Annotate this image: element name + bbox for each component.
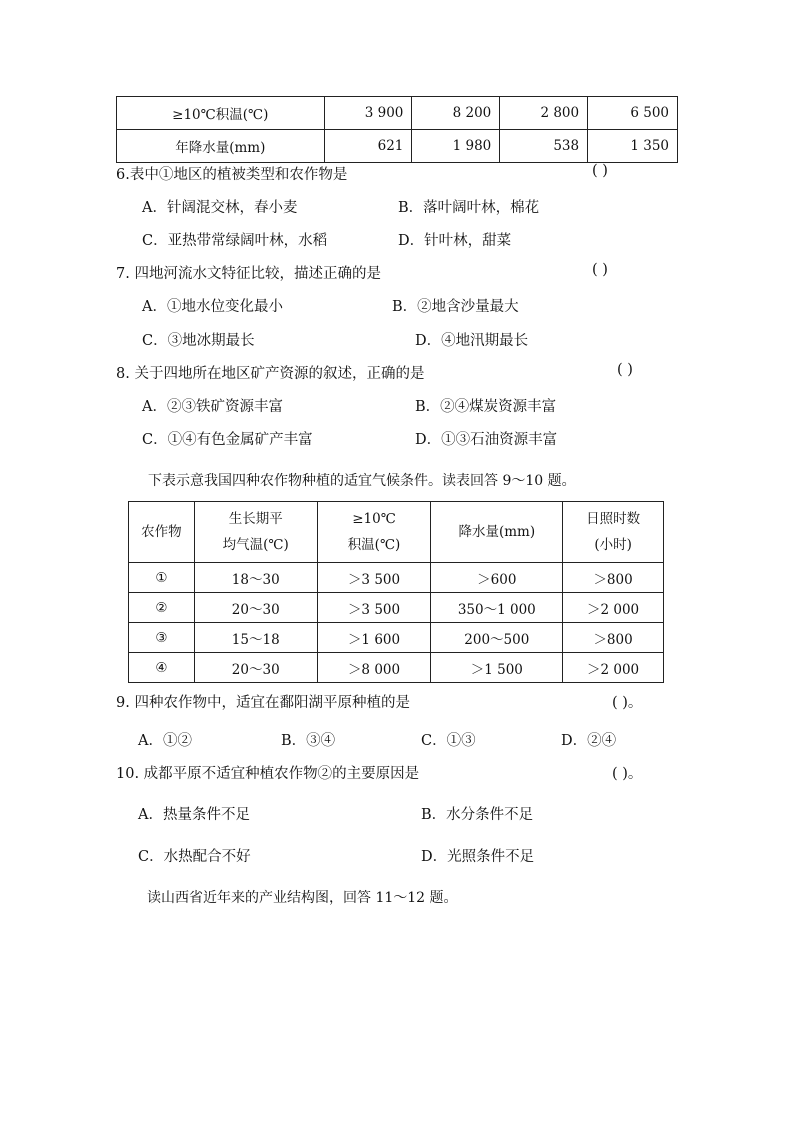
question-9-option-b: B．③④	[281, 733, 336, 749]
table-cell: ＞3 500	[317, 593, 431, 623]
question-8-option-c: C．①④有色金属矿产丰富	[142, 432, 313, 448]
column-header: 降水量(mm)	[431, 502, 563, 563]
table-cell: 350～1 000	[431, 593, 563, 623]
table-cell: 6 500	[588, 97, 678, 130]
question-8-stem: 8. 关于四地所在地区矿产资源的叙述，正确的是	[116, 366, 425, 382]
question-6-option-c: C．亚热带常绿阔叶林，水稻	[142, 233, 328, 249]
question-10-option-d: D．光照条件不足	[421, 849, 535, 865]
table-cell: ③	[129, 623, 195, 653]
table-cell: ④	[129, 653, 195, 683]
question-7-answer-paren: ( )	[592, 262, 608, 278]
table-cell: ＞800	[563, 623, 664, 653]
question-8-option-d: D．①③石油资源丰富	[415, 432, 558, 448]
question-6-answer-paren: ( )	[592, 163, 608, 179]
column-header: 日照时数 (小时)	[563, 502, 664, 563]
table-row	[117, 97, 678, 130]
table-row	[129, 563, 664, 593]
question-7-option-a: A．①地水位变化最小	[142, 299, 283, 315]
climate-table	[116, 96, 678, 163]
table-cell: 200～500	[431, 623, 563, 653]
table-cell: ②	[129, 593, 195, 623]
table-cell: ＞8 000	[317, 653, 431, 683]
table-cell: ＞600	[431, 563, 563, 593]
question-6-option-d: D．针叶林，甜菜	[398, 233, 512, 249]
question-9-answer-paren: ( )。	[612, 695, 643, 711]
table-cell: ＞1 600	[317, 623, 431, 653]
question-7-option-b: B．②地含沙量最大	[392, 299, 519, 315]
table-intro: 下表示意我国四种农作物种植的适宜气候条件。读表回答 9～10 题。	[148, 473, 576, 489]
question-7-stem: 7. 四地河流水文特征比较，描述正确的是	[116, 266, 381, 282]
table-cell: 1 980	[412, 130, 500, 163]
table-cell: 18～30	[194, 563, 317, 593]
column-header: 生长期平 均气温(℃)	[194, 502, 317, 563]
question-10-answer-paren: ( )。	[612, 766, 643, 782]
column-header: ≥10℃ 积温(℃)	[317, 502, 431, 563]
table-cell: 2 800	[500, 97, 588, 130]
table-cell: 20～30	[194, 593, 317, 623]
question-7-option-d: D．④地汛期最长	[415, 333, 529, 349]
table-header-row	[129, 502, 664, 563]
table-cell: ＞2 000	[563, 653, 664, 683]
question-6-option-b: B．落叶阔叶林，棉花	[398, 200, 540, 216]
question-10-option-c: C．水热配合不好	[138, 849, 251, 865]
table-cell: 15～18	[194, 623, 317, 653]
row-label: ≥10℃积温(℃)	[117, 97, 325, 130]
question-7-option-c: C．③地冰期最长	[142, 333, 255, 349]
table-cell: 538	[500, 130, 588, 163]
question-6-option-a: A．针阔混交林，春小麦	[142, 200, 298, 216]
table-cell: ＞3 500	[317, 563, 431, 593]
row-label: 年降水量(mm)	[117, 130, 325, 163]
table-cell: 8 200	[412, 97, 500, 130]
question-10-option-b: B．水分条件不足	[421, 807, 534, 823]
table-cell: ＞1 500	[431, 653, 563, 683]
question-9-option-c: C．①③	[421, 733, 476, 749]
table-cell: 20～30	[194, 653, 317, 683]
question-9-stem: 9. 四种农作物中，适宜在鄱阳湖平原种植的是	[116, 695, 410, 711]
table-row	[117, 130, 678, 163]
question-10-stem: 10. 成都平原不适宜种植农作物②的主要原因是	[116, 766, 420, 782]
chart-intro: 读山西省近年来的产业结构图，回答 11～12 题。	[147, 890, 458, 906]
question-8-option-a: A．②③铁矿资源丰富	[142, 399, 283, 415]
table-row	[129, 653, 664, 683]
question-9-option-a: A．①②	[138, 733, 192, 749]
question-8-option-b: B．②④煤炭资源丰富	[415, 399, 557, 415]
question-9-option-d: D．②④	[561, 733, 617, 749]
table-cell: 1 350	[588, 130, 678, 163]
question-6-stem: 6.表中①地区的植被类型和农作物是	[116, 167, 348, 183]
column-header: 农作物	[129, 502, 195, 563]
crop-climate-table	[128, 501, 664, 683]
table-cell: ＞2 000	[563, 593, 664, 623]
table-cell: ①	[129, 563, 195, 593]
question-10-option-a: A．热量条件不足	[138, 807, 250, 823]
table-cell: 621	[324, 130, 412, 163]
table-cell: 3 900	[324, 97, 412, 130]
table-row	[129, 623, 664, 653]
question-8-answer-paren: ( )	[617, 362, 633, 378]
table-cell: ＞800	[563, 563, 664, 593]
table-row	[129, 593, 664, 623]
